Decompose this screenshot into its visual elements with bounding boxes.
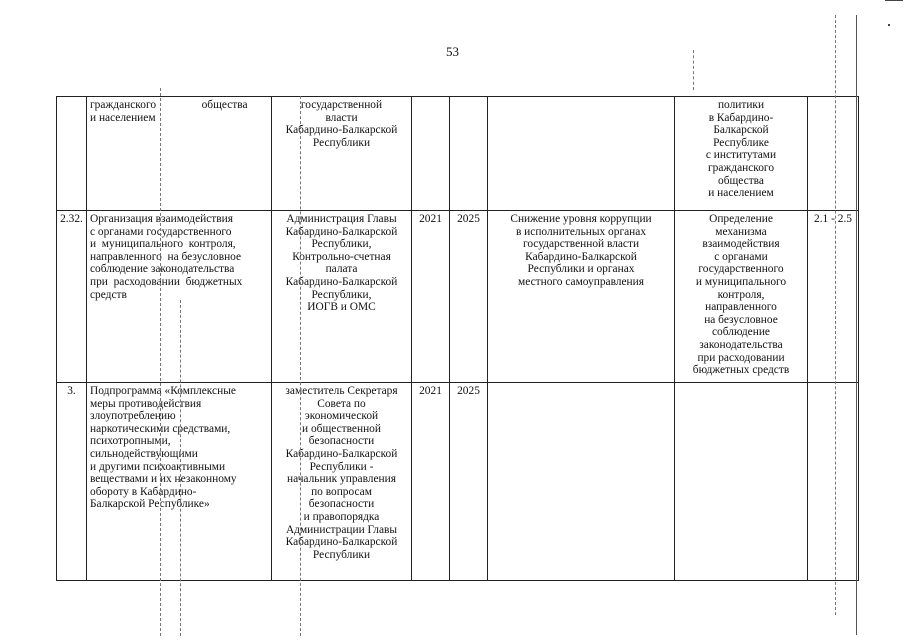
cell-executor-line: Администрация Главы <box>286 213 397 225</box>
cell-linkage <box>675 211 808 383</box>
cell-measure-name-line: соблюдение законодательства <box>90 263 235 276</box>
cell-linkage-line: законодательства <box>699 338 783 351</box>
cell-measure-name-line: веществами и их незаконному <box>90 473 237 486</box>
cell-executor-line: палата <box>325 263 358 276</box>
cell-measure-name-line: гражданского общества <box>90 99 248 111</box>
cell-executor-line: государственной <box>300 99 383 111</box>
cell-measure-name <box>87 383 272 581</box>
cell-indicators: 2.1 - 2.5 <box>808 211 859 383</box>
cell-executor-line: Кабардино-Балкарской <box>285 225 398 238</box>
cell-start-year: 2021 <box>412 211 450 383</box>
cell-executor-line: Кабардино-Балкарской <box>285 447 398 460</box>
cell-executor <box>272 383 412 581</box>
cell-linkage-line: взаимодействия <box>702 238 780 251</box>
cell-measure-name-line: с органами государственного <box>90 225 232 238</box>
scan-line <box>835 15 836 615</box>
cell-measure-name <box>87 211 272 383</box>
cell-measure-name-line: Балкарской Республике» <box>90 498 210 511</box>
cell-measure-name-line: обороту в Кабардино- <box>90 485 197 498</box>
cell-linkage-line: соблюдение <box>712 326 770 339</box>
cell-expected-result-line: местного самоуправления <box>518 275 644 288</box>
scan-line <box>180 300 181 636</box>
cell-linkage-line: на безусловное <box>704 313 778 326</box>
cell-executor-line: начальник управления <box>287 473 396 486</box>
cell-executor-line: Кабардино-Балкарской <box>285 124 398 137</box>
cell-executor-line: Республики, <box>311 238 372 251</box>
cell-number <box>57 97 87 211</box>
cell-executor-line: безопасности <box>308 498 375 511</box>
cell-expected-result-line: государственной власти <box>522 238 640 251</box>
scan-line <box>160 88 161 636</box>
cell-executor-line: Совета по <box>317 397 366 410</box>
cell-start-year <box>412 97 450 211</box>
cell-linkage-line: и муниципального <box>695 275 787 288</box>
cell-measure-name-line: при расходовании бюджетных <box>90 275 243 288</box>
cell-executor-line: экономической <box>304 410 379 423</box>
program-table <box>56 96 859 581</box>
cell-executor-line: по вопросам <box>311 485 372 498</box>
cell-expected-result-line: Кабардино-Балкарской <box>525 250 637 263</box>
table-row <box>57 383 859 581</box>
cell-measure-name-line: направленного на безусловное <box>90 250 242 263</box>
cell-executor-line: безопасности <box>308 435 375 448</box>
cell-executor-line: Республики, <box>311 288 372 301</box>
cell-linkage-line: с органами <box>714 250 768 263</box>
cell-measure-name-line: средств <box>90 288 127 301</box>
cell-measure-name-line: и населением <box>90 111 156 124</box>
cell-executor-line: и правопорядка <box>303 510 380 523</box>
cell-end-year <box>450 97 488 211</box>
cell-measure-name-line: психотропными, <box>90 435 171 448</box>
cell-executor-line: Республики - <box>309 460 374 473</box>
cell-linkage-line: с институтами <box>705 149 777 162</box>
cell-linkage-line: Республике <box>713 136 769 149</box>
cell-linkage-line: в Кабардино- <box>708 111 774 124</box>
cell-executor-line: Кабардино-Балкарской <box>285 275 398 288</box>
cell-linkage-line: государственного <box>698 263 784 276</box>
cell-executor <box>272 211 412 383</box>
cell-executor <box>272 97 412 211</box>
cell-linkage <box>675 383 808 581</box>
cell-linkage-line: Балкарской <box>713 124 769 137</box>
cell-linkage-line: и населением <box>708 187 774 200</box>
cell-linkage-line: политики <box>717 99 765 111</box>
cell-linkage-line: при расходовании <box>697 351 785 364</box>
cell-expected-result <box>488 97 675 211</box>
cell-end-year: 2025 <box>450 211 488 383</box>
cell-measure-name-line: и другими психоактивными <box>90 460 226 473</box>
cell-start-year: 2021 <box>412 383 450 581</box>
cell-measure-name-line: наркотическими средствами, <box>90 422 231 435</box>
cell-expected-result <box>488 383 675 581</box>
cell-measure-name-line: Подпрограмма «Комплексные <box>90 385 236 397</box>
cell-linkage-line: Определение <box>709 213 773 225</box>
scan-mark <box>885 0 903 1</box>
cell-measure-name-line: злоупотреблению <box>90 410 176 423</box>
scan-line <box>300 96 301 636</box>
scan-line <box>856 15 857 635</box>
cell-executor-line: ИОГВ и ОМС <box>307 301 376 314</box>
cell-executor-line: заместитель Секретаря <box>285 385 398 397</box>
scan-line <box>693 50 694 90</box>
cell-linkage-line: контроля, <box>717 288 765 301</box>
cell-measure-name-line: и муниципального контроля, <box>90 238 236 251</box>
cell-executor-line: Республики <box>312 136 371 149</box>
cell-linkage <box>675 97 808 211</box>
cell-executor-line: Кабардино-Балкарской <box>285 536 398 549</box>
table-row <box>57 211 859 383</box>
table-row <box>57 97 859 211</box>
cell-measure-name-line: сильнодействующими <box>90 447 198 460</box>
scan-mark <box>888 24 890 26</box>
cell-number: 2.32. <box>57 211 87 383</box>
cell-expected-result <box>488 211 675 383</box>
cell-measure-name-line: меры противодействия <box>90 397 202 410</box>
cell-executor-line: Республики <box>312 548 371 561</box>
cell-end-year: 2025 <box>450 383 488 581</box>
cell-expected-result-line: в исполнительных органах <box>515 225 647 238</box>
cell-linkage-line: гражданского <box>707 161 775 174</box>
cell-indicators <box>808 97 859 211</box>
cell-number: 3. <box>57 383 87 581</box>
cell-expected-result-line: Республики и органах <box>527 263 635 276</box>
cell-executor-line: и общественной <box>302 422 381 435</box>
cell-measure-name <box>87 97 272 211</box>
cell-executor-line: Контрольно-счетная <box>292 250 391 263</box>
cell-measure-name-line: Организация взаимодействия <box>90 213 233 225</box>
cell-executor-line: Администрации Главы <box>285 523 398 536</box>
cell-linkage-line: общества <box>718 174 764 187</box>
page-number: 53 <box>446 44 459 59</box>
cell-linkage-line: механизма <box>715 225 767 238</box>
cell-indicators <box>808 383 859 581</box>
cell-linkage-line: направленного <box>705 301 777 314</box>
cell-executor-line: власти <box>325 111 358 124</box>
cell-expected-result-line: Снижение уровня коррупции <box>510 213 652 225</box>
cell-linkage-line: бюджетных средств <box>692 364 790 377</box>
